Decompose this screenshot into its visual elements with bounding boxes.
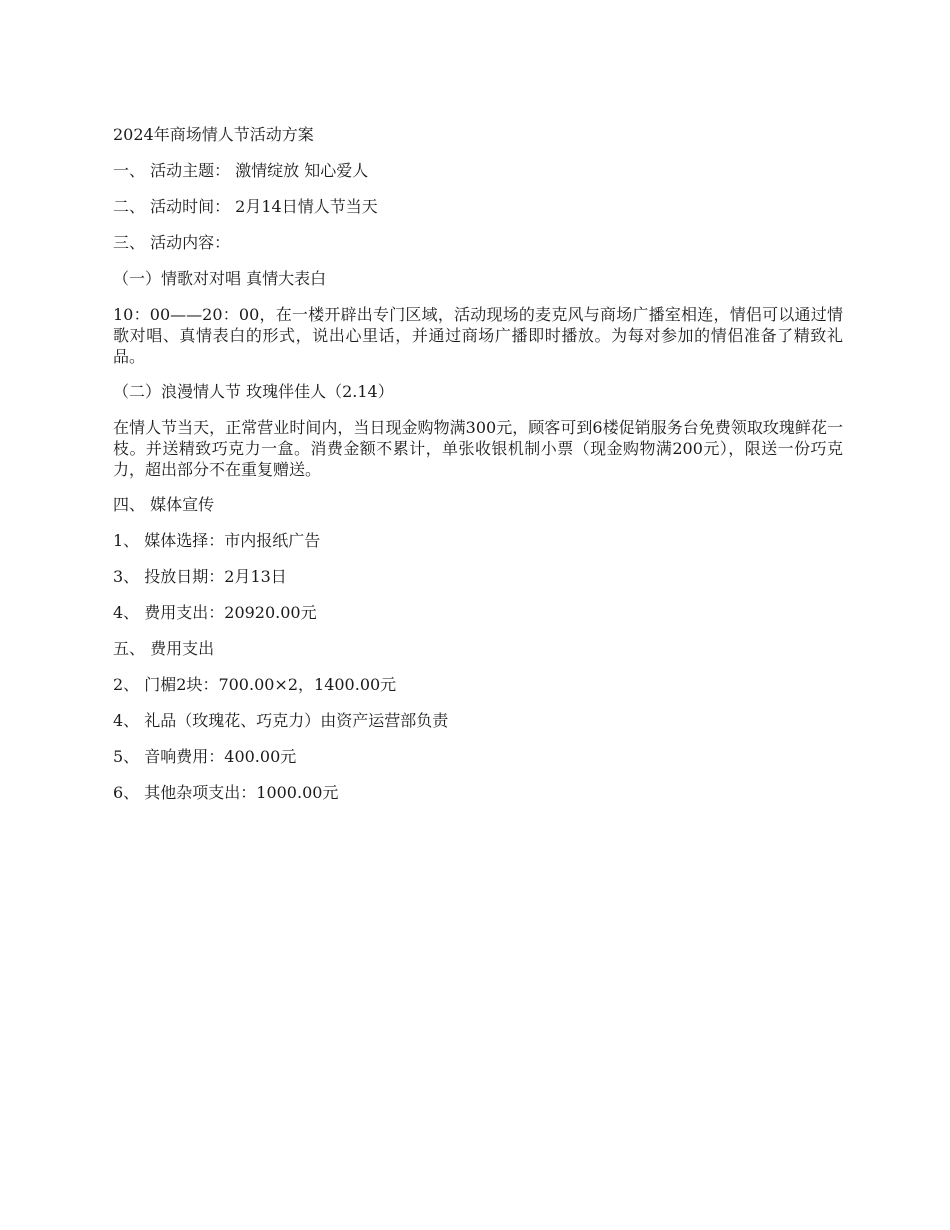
section1-heading: （一）情歌对对唱 真情大表白 bbox=[113, 269, 327, 288]
item-time: 二、 活动时间： 2月14日情人节当天 bbox=[113, 197, 378, 216]
section2-paragraph: 在情人节当天，正常营业时间内，当日现金购物满300元，顾客可到6楼促销服务台免费领取玫瑰鲜花一枝。并送精致巧克力一盒。消费金额不累计，单张收银机制小票（现金购物满200元），限送一份巧克力，超出部分不在重复赠送。 bbox=[113, 418, 843, 479]
cost-item: 2、 门楣2块：700.00×2，1400.00元 bbox=[113, 675, 397, 694]
cost-item: 5、 音响费用：400.00元 bbox=[113, 747, 297, 766]
section1-paragraph: 10：00——20：00，在一楼开辟出专门区域，活动现场的麦克风与商场广播室相连，情侣可以通过情歌对唱、真情表白的形式，说出心里话，并通过商场广播即时播放。为每对参加的情侣准备了精致礼品。 bbox=[113, 305, 843, 366]
cost-item: 4、 礼品（玫瑰花、巧克力）由资产运营部负责 bbox=[113, 711, 449, 730]
cost-item: 6、 其他杂项支出：1000.00元 bbox=[113, 783, 339, 802]
document-page bbox=[113, 124, 843, 818]
media-item: 4、 费用支出：20920.00元 bbox=[113, 603, 317, 622]
media-item: 1、 媒体选择：市内报纸广告 bbox=[113, 531, 321, 550]
media-item: 3、 投放日期：2月13日 bbox=[113, 567, 287, 586]
item-content: 三、 活动内容： bbox=[113, 233, 231, 252]
costs-heading: 五、 费用支出 bbox=[113, 639, 215, 658]
document-title: 2024年商场情人节活动方案 bbox=[113, 125, 314, 144]
media-heading: 四、 媒体宣传 bbox=[113, 495, 215, 514]
item-theme: 一、 活动主题： 激情绽放 知心爱人 bbox=[113, 161, 369, 180]
section2-heading: （二）浪漫情人节 玫瑰伴佳人（2.14） bbox=[113, 382, 394, 401]
